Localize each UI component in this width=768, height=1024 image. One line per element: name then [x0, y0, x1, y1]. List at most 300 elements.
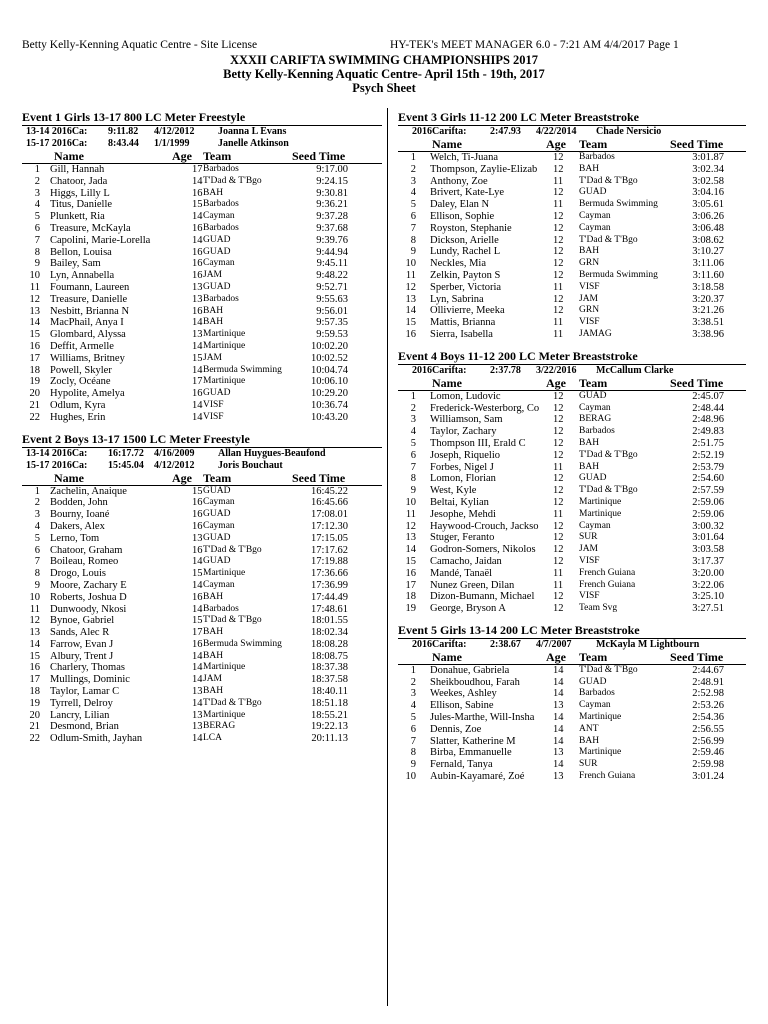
seed-time: 3:18.58 — [692, 281, 724, 293]
place-number: 6 — [34, 544, 40, 556]
swimmer-age: 14 — [553, 676, 564, 688]
swimmer-age: 11 — [553, 317, 564, 329]
record-holder: Janelle Atkinson — [218, 138, 289, 149]
swimmer-age: 11 — [553, 461, 564, 473]
swimmer-age: 16 — [192, 246, 203, 258]
seed-time: 9:45.11 — [316, 258, 348, 270]
swimmer-team: GUAD — [203, 509, 231, 520]
swimmer-team: VISF — [203, 411, 224, 422]
seed-time: 3:20.37 — [692, 293, 724, 305]
swimmer-team: ANT — [579, 723, 599, 734]
seed-time: 2:44.67 — [692, 664, 724, 676]
seed-time: 3:02.34 — [692, 163, 724, 175]
swimmer-team: BAH — [579, 461, 600, 472]
seed-time: 3:11.06 — [692, 258, 724, 270]
place-number: 22 — [29, 411, 40, 423]
swimmer-name: Haywood-Crouch, Jackso — [430, 520, 539, 532]
swimmer-name: Bourny, Ioané — [50, 509, 110, 521]
seed-time: 2:51.75 — [692, 437, 724, 449]
column-header-row — [22, 150, 382, 164]
swimmer-age: 14 — [553, 664, 564, 676]
place-number: 12 — [405, 520, 416, 532]
swimmer-age: 14 — [192, 556, 203, 568]
table-row — [398, 665, 746, 677]
column-divider — [387, 108, 388, 1006]
swimmer-name: Donahue, Gabriela — [430, 664, 510, 676]
swimmer-age: 12 — [553, 426, 564, 438]
place-number: 2 — [410, 402, 416, 414]
table-row — [398, 176, 746, 188]
swimmer-team: Martinique — [203, 662, 246, 673]
swimmer-name: George, Bryson A — [430, 603, 506, 615]
seed-time: 3:25.10 — [692, 591, 724, 603]
table-row — [22, 258, 382, 270]
event-block — [22, 110, 382, 424]
swimmer-team: BAH — [203, 317, 224, 328]
table-row — [398, 391, 746, 403]
swimmer-age: 13 — [192, 532, 203, 544]
swimmer-name: Powell, Skyler — [50, 364, 112, 376]
seed-time: 18:40.11 — [311, 686, 348, 698]
place-number: 5 — [34, 211, 40, 223]
swimmer-age: 11 — [553, 199, 564, 211]
seed-time: 3:08.62 — [692, 234, 724, 246]
seed-time: 2:56.55 — [692, 723, 724, 735]
swimmer-age: 15 — [192, 568, 203, 580]
seed-time: 9:56.01 — [316, 305, 348, 317]
swimmer-name: Charlery, Thomas — [50, 662, 125, 674]
place-number: 8 — [410, 234, 416, 246]
event-block — [398, 349, 746, 615]
record-holder: McCallum Clarke — [596, 364, 674, 376]
swimmer-name: Bellon, Louisa — [50, 246, 112, 258]
table-row — [22, 164, 382, 176]
seed-time: 10:36.74 — [310, 399, 348, 411]
seed-time: 2:59.06 — [692, 508, 724, 520]
place-number: 8 — [34, 246, 40, 258]
table-row — [22, 651, 382, 663]
seed-time: 3:00.32 — [692, 520, 724, 532]
record-holder: Chade Nersicio — [596, 126, 662, 137]
swimmer-age: 11 — [553, 328, 564, 340]
place-number: 3 — [410, 175, 416, 187]
seed-time: 9:37.28 — [316, 211, 348, 223]
swimmer-age: 14 — [192, 234, 203, 246]
swimmer-name: Jules-Marthe, Will-Insha — [430, 712, 535, 724]
swimmer-team: Bermuda Swimming — [203, 638, 282, 649]
swimmer-name: Dizon-Bumann, Michael — [430, 591, 535, 603]
swimmer-age: 12 — [553, 449, 564, 461]
swimmer-name: Aubin-Kayamaré, Zoé — [430, 771, 525, 783]
place-number: 19 — [29, 376, 40, 388]
swimmer-age: 12 — [553, 187, 564, 199]
place-number: 4 — [34, 199, 40, 211]
record-label: 13-14 2016Ca: — [26, 126, 88, 137]
swimmer-team: LCA — [203, 733, 222, 744]
table-row — [22, 176, 382, 188]
swimmer-age: 14 — [192, 411, 203, 423]
swimmer-team: Cayman — [203, 211, 235, 222]
seed-time: 3:06.26 — [692, 210, 724, 222]
column-header-row — [398, 138, 746, 152]
swimmer-name: Sperber, Victoria — [430, 281, 502, 293]
table-row — [398, 317, 746, 329]
record-line — [398, 365, 746, 377]
swimmer-name: Jesophe, Mehdi — [430, 508, 496, 520]
swimmer-name: Drogo, Louis — [50, 568, 106, 580]
place-number: 19 — [29, 697, 40, 709]
swimmer-name: Lomon, Ludovic — [430, 390, 501, 402]
swimmer-age: 14 — [192, 340, 203, 352]
swimmer-age: 12 — [553, 222, 564, 234]
swimmer-team: Cayman — [203, 520, 235, 531]
swimmer-team: BAH — [579, 735, 600, 746]
table-row — [22, 270, 382, 282]
left-column — [22, 110, 382, 753]
swimmer-age: 11 — [553, 567, 564, 579]
table-row — [398, 450, 746, 462]
swimmer-team: VISF — [579, 281, 600, 292]
place-number: 2 — [34, 175, 40, 187]
record-date: 3/22/2016 — [536, 364, 577, 376]
swimmer-name: Plunkett, Ria — [50, 211, 105, 223]
table-row — [22, 317, 382, 329]
place-number: 2 — [410, 676, 416, 688]
swimmer-age: 13 — [553, 747, 564, 759]
swimmer-team: Bermuda Swimming — [203, 364, 282, 375]
swimmer-name: Ollivierre, Meeka — [430, 305, 505, 317]
column-header-age: Age — [172, 149, 192, 163]
place-number: 11 — [405, 269, 416, 281]
seed-time: 20:11.13 — [311, 733, 348, 745]
place-number: 8 — [410, 747, 416, 759]
swimmer-team: BAH — [203, 591, 224, 602]
swimmer-team: Martinique — [579, 747, 622, 758]
swimmer-team: BERAG — [579, 414, 612, 425]
place-number: 6 — [410, 723, 416, 735]
table-row — [398, 294, 746, 306]
swimmer-age: 16 — [192, 305, 203, 317]
place-number: 13 — [405, 532, 416, 544]
swimmer-name: Mandé, Tanaël — [430, 567, 493, 579]
place-number: 11 — [29, 281, 40, 293]
record-time: 2:47.93 — [490, 126, 521, 137]
table-row — [398, 426, 746, 438]
swimmer-team: Cayman — [579, 402, 611, 413]
seed-time: 18:01.55 — [310, 615, 348, 627]
place-number: 12 — [29, 615, 40, 627]
place-number: 10 — [29, 591, 40, 603]
swimmer-age: 16 — [192, 591, 203, 603]
swimmer-age: 13 — [192, 721, 203, 733]
place-number: 7 — [410, 735, 416, 747]
record-date: 4/12/2012 — [154, 126, 195, 137]
swimmer-team: Barbados — [203, 199, 239, 210]
swimmer-name: Bailey, Sam — [50, 258, 101, 270]
table-row — [22, 388, 382, 400]
place-number: 16 — [405, 328, 416, 340]
table-row — [398, 282, 746, 294]
swimmer-team: T'Dad & T'Bgo — [579, 485, 638, 496]
swimmer-age: 11 — [553, 579, 564, 591]
seed-time: 16:45.22 — [310, 485, 348, 497]
swimmer-name: Brivert, Kate-Lye — [430, 187, 505, 199]
table-row — [22, 662, 382, 674]
swimmer-age: 12 — [553, 414, 564, 426]
swimmer-age: 16 — [192, 544, 203, 556]
place-number: 3 — [34, 187, 40, 199]
seed-time: 3:10.27 — [692, 246, 724, 258]
table-row — [398, 235, 746, 247]
place-number: 2 — [410, 163, 416, 175]
table-row — [398, 521, 746, 533]
table-row — [398, 199, 746, 211]
record-date: 4/16/2009 — [154, 447, 195, 459]
table-row — [398, 473, 746, 485]
swimmer-age: 14 — [192, 662, 203, 674]
swimmer-name: MacPhail, Anya I — [50, 317, 124, 329]
seed-time: 3:02.58 — [692, 175, 724, 187]
swimmer-age: 11 — [553, 175, 564, 187]
record-time: 15:45.04 — [108, 459, 144, 471]
swimmer-age: 12 — [553, 520, 564, 532]
seed-time: 2:52.19 — [692, 449, 724, 461]
seed-time: 2:56.99 — [692, 735, 724, 747]
place-number: 1 — [34, 485, 40, 497]
swimmer-age: 14 — [192, 603, 203, 615]
swimmer-team: Martinique — [579, 496, 622, 507]
swimmer-team: Martinique — [203, 340, 246, 351]
place-number: 4 — [410, 426, 416, 438]
swimmer-name: Roberts, Joshua D — [50, 591, 127, 603]
place-number: 8 — [34, 568, 40, 580]
swimmer-age: 14 — [553, 735, 564, 747]
swimmer-name: Titus, Danielle — [50, 199, 113, 211]
swimmer-team: Barbados — [579, 688, 615, 699]
table-row — [398, 759, 746, 771]
record-label: 15-17 2016Ca: — [26, 138, 88, 149]
swimmer-age: 14 — [192, 364, 203, 376]
swimmer-age: 12 — [553, 305, 564, 317]
swimmer-name: Odlum, Kyra — [50, 399, 106, 411]
swimmer-team: T'Dad & T'Bgo — [203, 175, 262, 186]
seed-time: 9:30.81 — [316, 187, 348, 199]
table-row — [398, 305, 746, 317]
record-time: 2:38.67 — [490, 638, 521, 650]
swimmer-age: 11 — [553, 281, 564, 293]
swimmer-age: 13 — [553, 771, 564, 783]
table-row — [398, 568, 746, 580]
place-number: 21 — [29, 721, 40, 733]
swimmer-name: Farrow, Evan J — [50, 638, 114, 650]
swimmer-team: BAH — [203, 650, 224, 661]
swimmer-team: Bermuda Swimming — [579, 269, 658, 280]
record-label: 2016Carifta: — [412, 364, 467, 376]
seed-time: 9:44.94 — [316, 246, 348, 258]
table-row — [398, 258, 746, 270]
column-header-row — [22, 472, 382, 486]
swimmer-age: 17 — [192, 164, 203, 175]
swimmer-name: Beltai, Kylian — [430, 496, 489, 508]
table-row — [398, 223, 746, 235]
swimmer-name: Joseph, Riquelio — [430, 449, 500, 461]
swimmer-team: Barbados — [203, 222, 239, 233]
seed-time: 10:43.20 — [310, 411, 348, 423]
place-number: 12 — [29, 293, 40, 305]
swimmer-team: BAH — [203, 187, 224, 198]
swimmer-team: Martinique — [579, 508, 622, 519]
seed-time: 3:11.60 — [692, 269, 724, 281]
place-number: 14 — [29, 317, 40, 329]
swimmer-name: Deffit, Armelle — [50, 340, 114, 352]
swimmer-name: Zocly, Océane — [50, 376, 111, 388]
place-number: 22 — [29, 733, 40, 745]
swimmer-team: BAH — [579, 437, 600, 448]
swimmer-team: GUAD — [579, 390, 607, 401]
swimmer-team: VISF — [579, 555, 600, 566]
swimmer-age: 16 — [192, 187, 203, 199]
swimmer-age: 16 — [192, 270, 203, 282]
table-row — [22, 235, 382, 247]
table-row — [22, 365, 382, 377]
seed-time: 17:44.49 — [310, 591, 348, 603]
seed-time: 10:02.52 — [310, 352, 348, 364]
seed-time: 3:27.51 — [692, 603, 724, 615]
swimmer-age: 16 — [192, 222, 203, 234]
event-title: Event 1 Girls 13-17 800 LC Meter Freestyle — [22, 110, 382, 126]
place-number: 3 — [410, 414, 416, 426]
column-header-age: Age — [546, 649, 566, 664]
seed-time: 17:15.05 — [310, 532, 348, 544]
seed-time: 2:57.59 — [692, 485, 724, 497]
swimmer-name: Anthony, Zoe — [430, 175, 488, 187]
swimmer-age: 12 — [553, 293, 564, 305]
place-number: 1 — [410, 390, 416, 402]
swimmer-name: Williamson, Sam — [430, 414, 503, 426]
column-header-name: Name — [54, 470, 84, 485]
swimmer-name: Forbes, Nigel J — [430, 461, 494, 473]
swimmer-age: 13 — [192, 686, 203, 698]
swimmer-team: GUAD — [203, 532, 231, 543]
table-row — [398, 688, 746, 700]
swimmer-name: Godron-Somers, Nikolos — [430, 544, 536, 556]
place-number: 13 — [29, 305, 40, 317]
table-row — [398, 403, 746, 415]
swimmer-age: 12 — [553, 163, 564, 175]
record-label: 2016Carifta: — [412, 126, 467, 137]
column-header-seed: Seed Time — [670, 137, 724, 151]
swimmer-name: Thompson, Zaylie-Elizab — [430, 163, 538, 175]
swimmer-team: GUAD — [579, 473, 607, 484]
place-number: 15 — [29, 650, 40, 662]
table-row — [398, 509, 746, 521]
record-label: 13-14 2016Ca: — [26, 447, 88, 459]
column-header-seed: Seed Time — [670, 649, 724, 664]
column-header-team: Team — [579, 649, 608, 664]
record-label: 15-17 2016Ca: — [26, 459, 88, 471]
swimmer-team: Cayman — [579, 700, 611, 711]
swimmer-age: 13 — [192, 709, 203, 721]
event-title: Event 4 Boys 11-12 200 LC Meter Breaststroke — [398, 349, 746, 365]
column-header-name: Name — [432, 137, 462, 151]
meet-title: XXXII CARIFTA SWIMMING CHAMPIONSHIPS 2017 — [229, 53, 539, 67]
table-row — [22, 733, 382, 745]
swimmer-name: Bynoe, Gabriel — [50, 615, 115, 627]
swimmer-age: 12 — [553, 258, 564, 270]
place-number: 18 — [29, 364, 40, 376]
table-row — [22, 580, 382, 592]
swimmer-team: BAH — [203, 627, 224, 638]
swimmer-age: 12 — [553, 210, 564, 222]
swimmer-team: Martinique — [203, 709, 246, 720]
swimmer-name: Royston, Stephanie — [430, 222, 512, 234]
swimmer-team: T'Dad & T'Bgo — [579, 175, 638, 186]
swimmer-team: T'Dad & T'Bgo — [579, 234, 638, 245]
table-row — [398, 211, 746, 223]
swimmer-age: 16 — [192, 258, 203, 270]
place-number: 17 — [29, 674, 40, 686]
table-row — [22, 223, 382, 235]
seed-time: 9:24.15 — [316, 175, 348, 187]
seed-time: 17:17.62 — [310, 544, 348, 556]
table-row — [398, 438, 746, 450]
swimmer-name: Capolini, Marie-Lorella — [50, 234, 151, 246]
swimmer-age: 12 — [553, 532, 564, 544]
swimmer-age: 12 — [553, 473, 564, 485]
table-row — [22, 306, 382, 318]
table-row — [22, 376, 382, 388]
place-number: 6 — [410, 449, 416, 461]
seed-time: 3:38.96 — [692, 328, 724, 340]
swimmer-age: 12 — [553, 496, 564, 508]
swimmer-team: SUR — [579, 532, 598, 543]
seed-time: 2:48.91 — [692, 676, 724, 688]
swimmer-name: Glombard, Alyssa — [50, 329, 126, 341]
swimmer-name: Williams, Britney — [50, 352, 125, 364]
place-number: 5 — [410, 437, 416, 449]
seed-time: 18:08.75 — [310, 650, 348, 662]
table-row — [398, 736, 746, 748]
table-row — [22, 509, 382, 521]
seed-time: 2:52.98 — [692, 688, 724, 700]
table-row — [22, 627, 382, 639]
swimmer-team: SUR — [579, 759, 598, 770]
swimmer-name: Slatter, Katherine M — [430, 735, 516, 747]
swimmer-team: BAH — [579, 163, 600, 174]
swimmer-age: 14 — [553, 688, 564, 700]
table-row — [398, 187, 746, 199]
swimmer-age: 12 — [553, 437, 564, 449]
table-row — [22, 188, 382, 200]
place-number: 17 — [405, 579, 416, 591]
place-number: 7 — [34, 556, 40, 568]
table-row — [398, 152, 746, 164]
swimmer-name: Desmond, Brian — [50, 721, 119, 733]
swimmer-age: 12 — [553, 390, 564, 402]
seed-time: 18:08.28 — [310, 638, 348, 650]
seed-time: 19:22.13 — [310, 721, 348, 733]
place-number: 11 — [29, 603, 40, 615]
seed-time: 17:48.61 — [310, 603, 348, 615]
swimmer-name: Treasure, McKayla — [50, 222, 131, 234]
place-number: 15 — [405, 317, 416, 329]
place-number: 3 — [34, 509, 40, 521]
record-time: 9:11.82 — [108, 126, 139, 137]
seed-time: 16:45.66 — [310, 497, 348, 509]
place-number: 7 — [410, 461, 416, 473]
place-number: 4 — [34, 520, 40, 532]
swimmer-name: Sheikboudhou, Farah — [430, 676, 520, 688]
